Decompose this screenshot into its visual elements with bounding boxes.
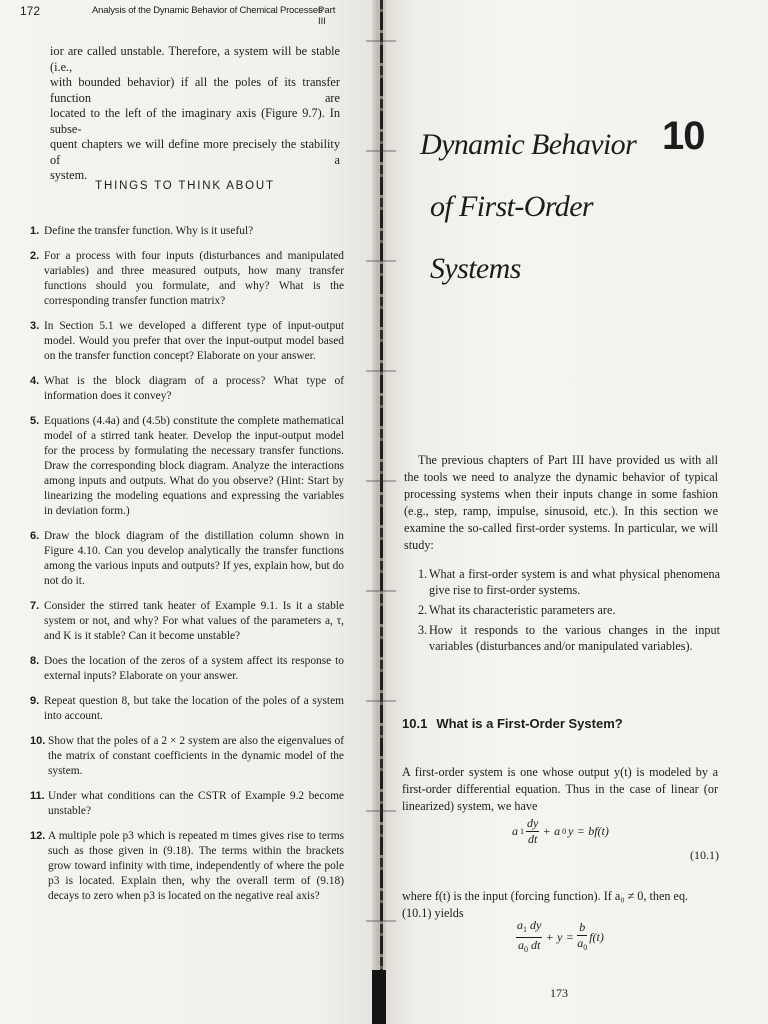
item-number: 2. xyxy=(418,603,428,617)
list-item xyxy=(30,319,344,364)
forcing-function-paragraph: where f(t) is the input (forcing function). If a₀ ≠ 0, then eq. (10.1) yields xyxy=(402,889,689,920)
eq-operator: = xyxy=(577,824,585,838)
eq-dt: dt xyxy=(530,938,541,952)
eq-variable: y xyxy=(557,930,563,944)
intro-line: with bounded behavior) if all the poles of its transfer function are xyxy=(50,75,340,105)
b-over-a0-fraction xyxy=(577,920,587,955)
intro-line: quent chapters we will define more precisely the stability of a xyxy=(50,137,340,167)
item-text: How it responds to the various changes in the input variables (disturbances and/or manipulated variables). xyxy=(429,623,720,653)
list-item xyxy=(30,414,344,519)
chapter-title-line-2: of First-Order Systems xyxy=(430,190,593,285)
eq-coef: a xyxy=(512,824,518,838)
question-number: 4. xyxy=(30,375,40,387)
question-text: Under what conditions can the CSTR of Example 9.2 become unstable? xyxy=(48,790,344,817)
eq-subscript: 1 xyxy=(520,827,524,836)
eq-dy: dy xyxy=(530,918,542,932)
equation-label: (10.1) xyxy=(690,848,719,862)
list-item xyxy=(30,789,344,819)
definition-paragraph: A first-order system is one whose output y(t) is modeled by a first-order differential equation. Thus in the case of linear (or linearized) system, we have xyxy=(402,765,718,813)
question-text: Repeat question 8, but take the location of the poles of a system into account. xyxy=(44,695,344,722)
eq-rhs: f(t) xyxy=(589,930,604,944)
chapter-title-line-1: Dynamic Behavior xyxy=(420,128,637,161)
question-number: 10. xyxy=(30,735,46,747)
eq-subscript: 1 xyxy=(523,925,527,934)
chapter-number: 10 xyxy=(662,114,705,158)
item-number: 1. xyxy=(418,567,428,581)
question-text: In Section 5.1 we developed a different type of input-output model. Would you prefer that over the input-output model based on the transfer function concept? Elaborate on your answer. xyxy=(44,320,344,362)
list-item xyxy=(418,566,720,598)
running-title: Analysis of the Dynamic Behavior of Chemical Processes xyxy=(92,5,323,16)
derivative-fraction xyxy=(526,816,539,847)
intro-line: system. xyxy=(50,168,88,182)
study-list xyxy=(418,566,720,658)
question-text: Does the location of the zeros of a system affect its response to external inputs? Elaborate on your answer. xyxy=(44,655,344,682)
eq-coef: a xyxy=(554,824,561,838)
list-item xyxy=(30,654,344,684)
eq-coef: a xyxy=(517,938,524,952)
chapter-title xyxy=(420,114,660,300)
equation-10-1 xyxy=(512,816,609,847)
gutter-shadow xyxy=(372,970,386,1024)
eq-subscript: 0 xyxy=(562,827,567,836)
question-number: 8. xyxy=(30,655,40,667)
list-item xyxy=(30,694,344,724)
question-number: 9. xyxy=(30,695,40,707)
question-number: 1. xyxy=(30,225,40,237)
running-head xyxy=(20,4,340,27)
list-item xyxy=(30,224,344,239)
list-item xyxy=(30,249,344,309)
scan-artifacts xyxy=(366,0,396,1024)
list-item xyxy=(418,602,720,618)
eq-subscript: 0 xyxy=(523,945,528,954)
item-number: 3. xyxy=(418,623,428,637)
equation-10-1-normalized xyxy=(516,918,604,957)
question-number: 3. xyxy=(30,320,40,332)
eq-denominator xyxy=(516,938,542,957)
list-item xyxy=(30,599,344,644)
question-number: 2. xyxy=(30,250,40,262)
question-text: Draw the block diagram of the distillation column shown in Figure 4.10. Can you develop analytically the transfer functions among the various inputs and outputs? If yes, explain how, but do not do it. xyxy=(44,530,344,587)
list-item xyxy=(30,829,344,904)
question-text: Show that the poles of a 2 × 2 system are also the eigenvalues of the matrix of constant coefficients in the dynamic model of the system. xyxy=(48,735,344,777)
item-text: What its characteristic parameters are. xyxy=(429,603,616,617)
eq-rhs: bf(t) xyxy=(588,824,609,838)
item-text: What a first-order system is and what physical phenomena give rise to first-order systems. xyxy=(429,567,720,597)
eq-numerator: dy xyxy=(527,816,539,830)
eq-operator: = xyxy=(566,930,574,944)
right-page-number: 173 xyxy=(550,986,568,1000)
question-text: Consider the stirred tank heater of Example 9.1. Is it a stable system or not, and why? For what values of the parameters a, τ, and K is it stable? Can it become unstable? xyxy=(44,600,344,642)
question-text: For a process with four inputs (disturbances and manipulated variables) and three measured outputs, how many transfer functions should you formulate, and why? What is the corresponding transfer function matrix? xyxy=(44,250,344,307)
eq-coef: a xyxy=(517,918,523,932)
question-text: What is the block diagram of a process? What type of information does it convey? xyxy=(44,375,344,402)
question-text: Equations (4.4a) and (4.5b) constitute the complete mathematical model of a stirred tank heater. Develop the input-output model for the process by formulating the necessary transfer functions. Draw the corresponding block diagram. Analyze the interactions among inputs and outputs. What do you observe? (Hint: Start by linearizing the modeling equations and expressing the variables in deviation form.) xyxy=(44,415,344,517)
question-number: 6. xyxy=(30,530,40,542)
list-item xyxy=(30,529,344,589)
question-number: 5. xyxy=(30,415,40,427)
coef-fraction xyxy=(516,918,542,957)
eq-denominator: dt xyxy=(527,832,538,846)
list-item xyxy=(418,622,720,654)
list-item xyxy=(30,734,344,779)
eq-numerator: b xyxy=(579,920,586,934)
eq-operator: + xyxy=(543,824,551,838)
section-number: 10.1 xyxy=(402,716,428,731)
list-item xyxy=(30,374,344,404)
question-number: 12. xyxy=(30,830,46,842)
eq-variable: y xyxy=(568,824,574,838)
eq-coef: a xyxy=(577,936,584,950)
section-10-1-heading xyxy=(402,716,722,731)
intro-paragraph xyxy=(50,44,340,184)
question-number: 7. xyxy=(30,600,40,612)
eq-denominator xyxy=(577,936,587,955)
section-title: What is a First-Order System? xyxy=(436,716,623,731)
question-text: Define the transfer function. Why is it useful? xyxy=(44,225,254,237)
question-list xyxy=(30,224,344,914)
eq-operator: + xyxy=(546,930,554,944)
left-page-number: 172 xyxy=(20,4,41,18)
intro-line: ior are called unstable. Therefore, a system will be stable (i.e., xyxy=(50,44,340,74)
section-heading: THINGS TO THINK ABOUT xyxy=(95,180,275,192)
eq-numerator xyxy=(516,918,542,938)
eq-subscript: 0 xyxy=(583,943,588,952)
question-text: A multiple pole p3 which is repeated m times gives rise to terms such as those given in (9.18). The terms within the brackets grow toward infinity with time, independently of where the pole p3 is located. Explain then, why the overall term of (9.18) decays to zero when p3 is located on the negative real axis? xyxy=(48,830,344,902)
running-part: Part III xyxy=(318,5,336,27)
question-number: 11. xyxy=(30,790,45,802)
chapter-intro-paragraph: The previous chapters of Part III have provided us with all the tools we need to analyze the dynamic behavior of typical processing systems when their inputs change in some fashion (e.g., step, ramp, impulse, sinusoid, etc.). In this section we examine the so-called first-order systems. In particular, we will study: xyxy=(404,453,718,552)
intro-line: located to the left of the imaginary axis (Figure 9.7). In subse- xyxy=(50,106,340,136)
